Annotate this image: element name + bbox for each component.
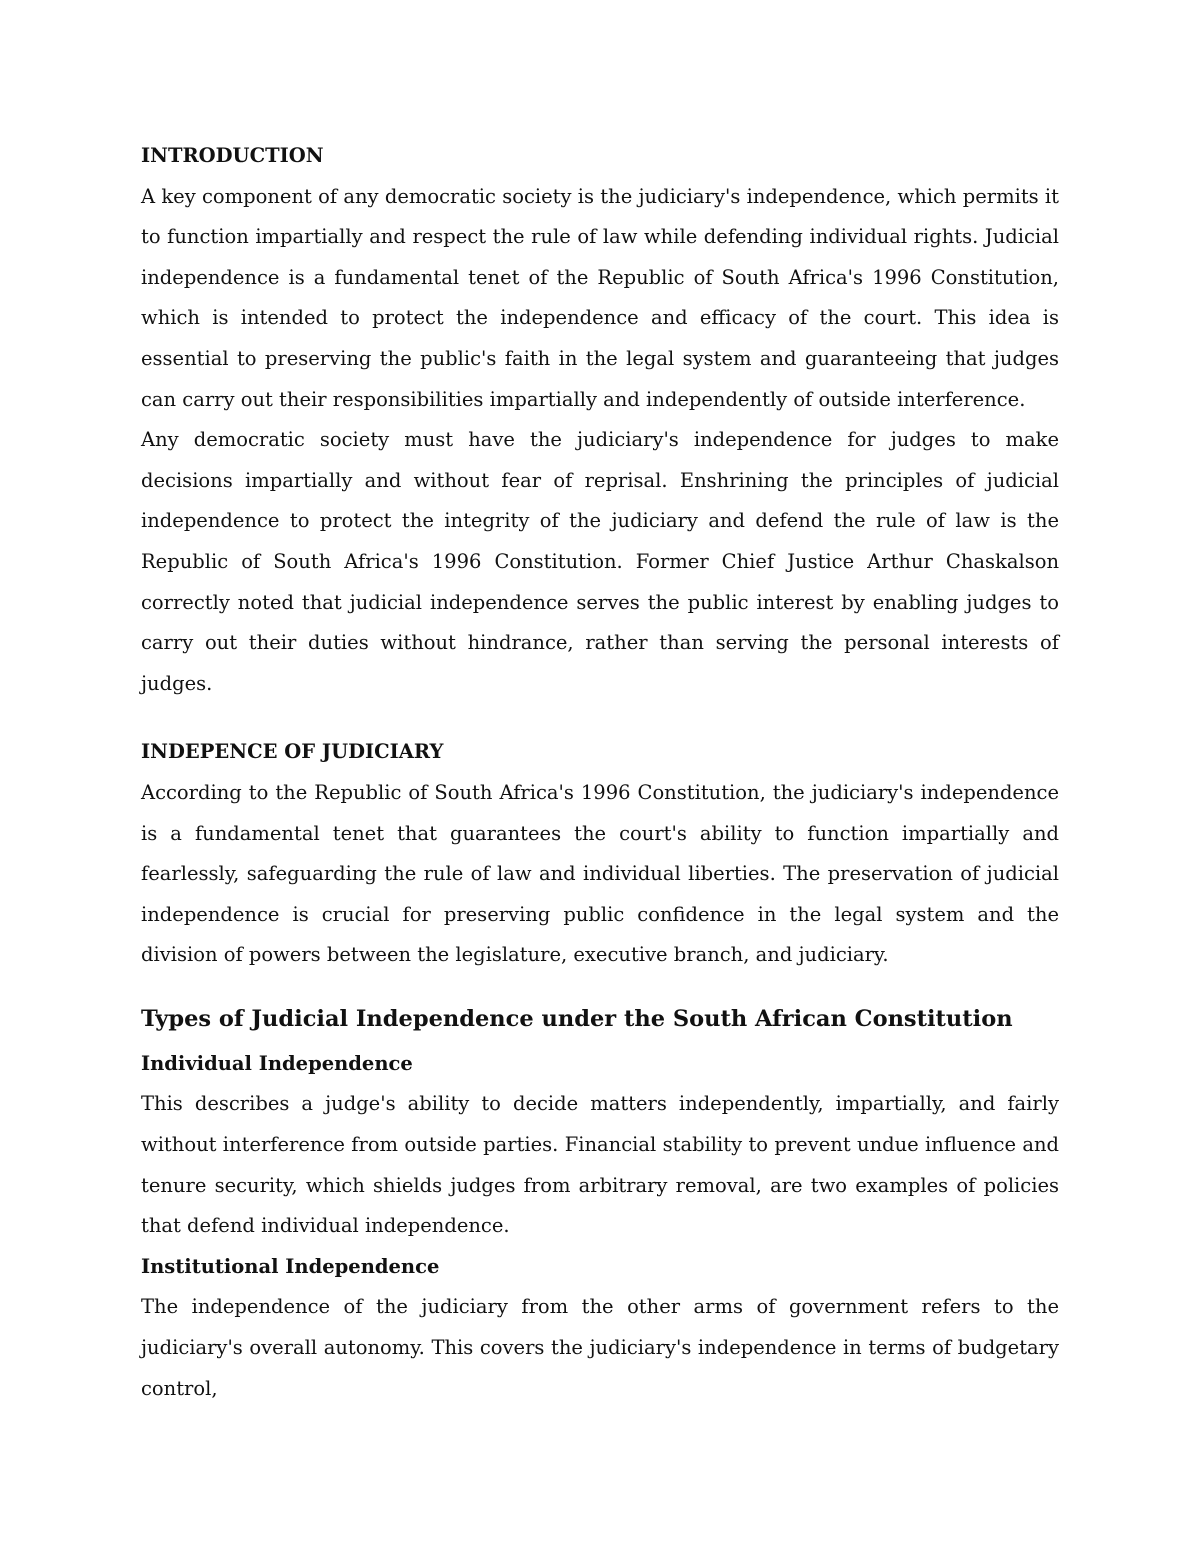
- independence-paragraph: According to the Republic of South Africa's 1996 Constitution, the judiciary's independence is a fundamental tenet that guarantees the court's ability to function impartially and fearlessly, safeguarding the rule of law and individual liberties. The preservation of judicial independence is crucial for preserving public confidence in the legal system and the division of powers between the legislature, executive branch, and judiciary.: [141, 780, 1059, 967]
- institutional-independence-paragraph: The independence of the judiciary from the other arms of government refers to the judiciary's overall autonomy. This covers the judiciary's independence in terms of budgetary control,: [141, 1295, 1059, 1400]
- individual-independence-heading: Individual Independence: [141, 1051, 413, 1075]
- types-heading: Types of Judicial Independence under the South African Constitution: [141, 1005, 1013, 1032]
- section-spacer: [141, 976, 1059, 1004]
- introduction-heading: INTRODUCTION: [141, 144, 324, 167]
- introduction-paragraph-2: Any democratic society must have the judiciary's independence for judges to make decisions impartially and without fear of reprisal. Enshrining the principles of judicial independence to protect the integrity of the judiciary and defend the rule of law is the Republic of South Africa's 1996 Constitution. Former Chief Justice Arthur Chaskalson correctly noted that judicial independence serves the public interest by enabling judges to carry out their duties without hindrance, rather than serving the personal interests of judges.: [141, 428, 1059, 695]
- institutional-independence-heading: Institutional Independence: [141, 1254, 440, 1278]
- introduction-paragraph-1: A key component of any democratic society is the judiciary's independence, which permits it to function impartially and respect the rule of law while defending individual rights. Judicial independence is a fundamental tenet of the Republic of South Africa's 1996 Constitution, which is intended to protect the independence and efficacy of the court. This idea is essential to preserving the public's faith in the legal system and guaranteeing that judges can carry out their responsibilities impartially and independently of outside interference.: [141, 184, 1059, 411]
- document-body: [141, 136, 1059, 1409]
- individual-independence-paragraph: This describes a judge's ability to decide matters independently, impartially, and fairly without interference from outside parties. Financial stability to prevent undue influence and tenure security, which shields judges from arbitrary removal, are two examples of policies that defend individual independence.: [141, 1092, 1059, 1238]
- section-spacer: [141, 704, 1059, 732]
- independence-heading: INDEPENCE OF JUDICIARY: [141, 740, 444, 764]
